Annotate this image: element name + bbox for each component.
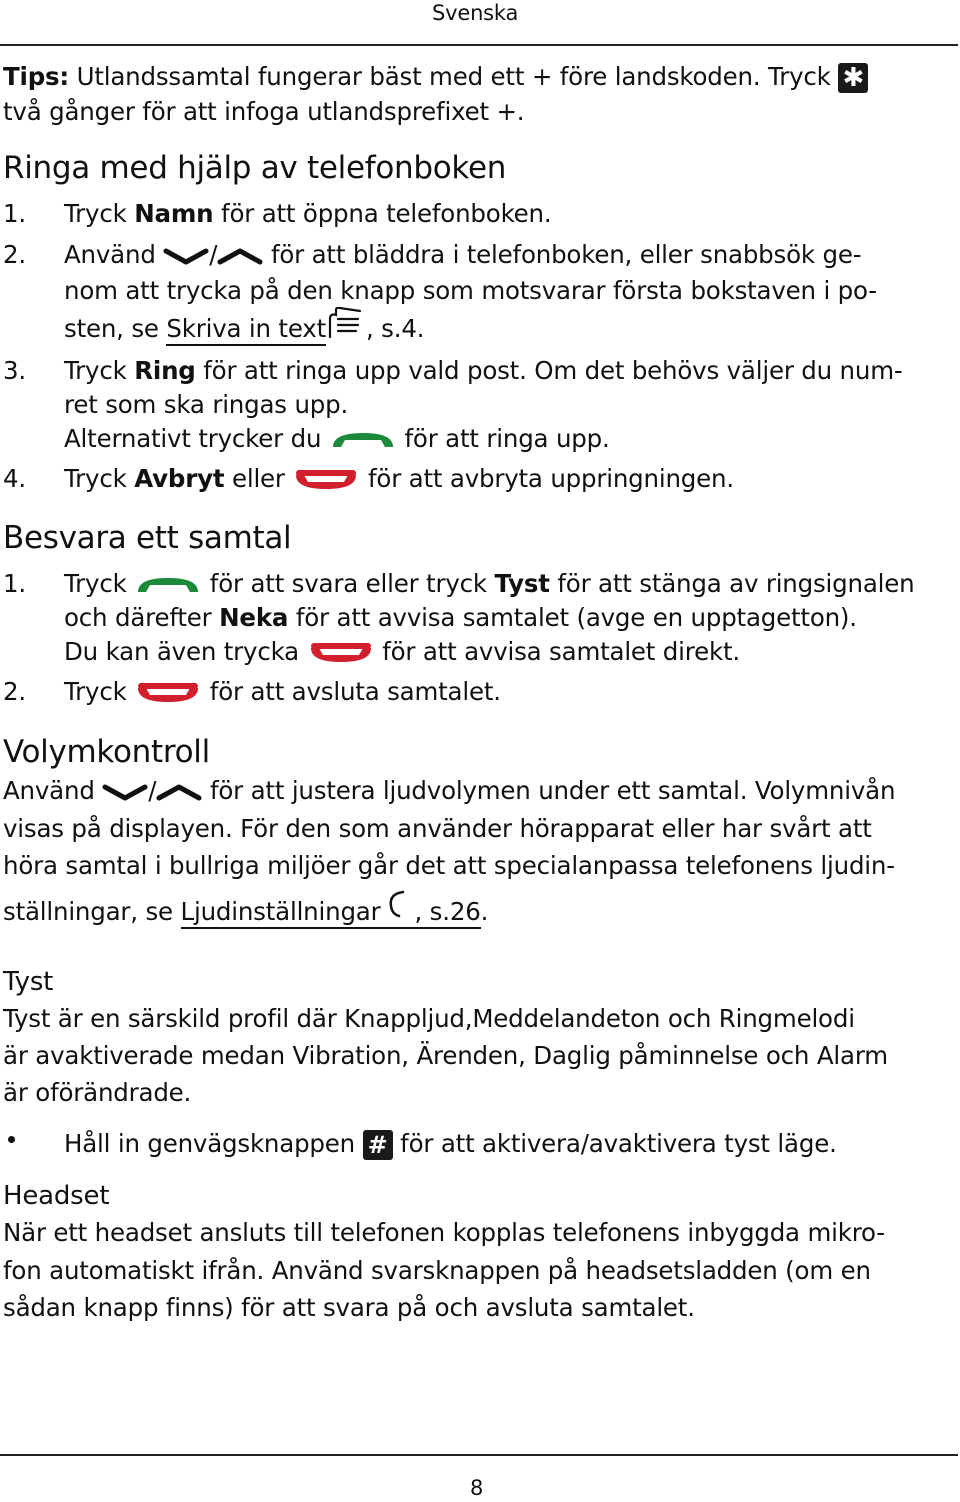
headset-heading: Headset bbox=[3, 1181, 110, 1211]
tips-line-1: Tips: Utlandssamtal fungerar bäst med ett + före landskoden. Tryck ✱ bbox=[3, 63, 868, 93]
headset-line-1: När ett headset ansluts till telefonen kopplas telefonens inbyggda mikro- bbox=[3, 1218, 885, 1247]
star-key-icon: ✱ bbox=[838, 63, 868, 93]
chevron-up-icon bbox=[217, 245, 263, 267]
link-ljudinstallningar[interactable]: Ljudinställningar , s.26 bbox=[181, 897, 481, 929]
answer-step-1-line-2: och därefter Neka för att avvisa samtalet (avge en upptagetton). bbox=[64, 603, 857, 632]
volume-heading: Volymkontroll bbox=[3, 734, 210, 770]
phonebook-step-3-line-2: ret som ska ringas upp. bbox=[64, 390, 349, 419]
silent-line-1: Tyst är en särskild profil där Knappljud,Meddelandeton och Ringmelodi bbox=[3, 1004, 855, 1033]
answer-step-1-line-3: Du kan även trycka för att avvisa samtalet direkt. bbox=[64, 637, 740, 666]
end-call-key-icon bbox=[307, 640, 375, 666]
hand-icon bbox=[326, 307, 366, 339]
sound-icon bbox=[381, 888, 415, 920]
call-key-icon bbox=[329, 427, 397, 453]
header-divider bbox=[0, 44, 958, 46]
chevron-down-icon bbox=[163, 245, 209, 267]
headset-line-3: sådan knapp finns) för att svara på och avsluta samtalet. bbox=[3, 1293, 695, 1322]
phonebook-heading: Ringa med hjälp av telefonboken bbox=[3, 150, 507, 186]
phonebook-step-2-line-2: nom att trycka på den knapp som motsvarar första bokstaven i po- bbox=[64, 276, 877, 305]
volume-line-2: visas på displayen. För den som använder hörapparat eller har svårt att bbox=[3, 814, 872, 843]
phonebook-step-3-line-3: Alternativt trycker du för att ringa upp. bbox=[64, 424, 610, 453]
volume-line-1: Använd / för att justera ljudvolymen under ett samtal. Volymnivån bbox=[3, 776, 896, 805]
tips-line-2: två gånger för att infoga utlandsprefixet +. bbox=[3, 97, 525, 126]
chevron-up-icon bbox=[156, 781, 202, 803]
silent-line-3: är oförändrade. bbox=[3, 1078, 192, 1107]
hash-key-icon: # bbox=[363, 1130, 393, 1160]
chevron-down-icon bbox=[102, 781, 148, 803]
page-number: 8 bbox=[470, 1476, 484, 1500]
tips-label: Tips: bbox=[3, 62, 70, 91]
end-call-key-icon bbox=[134, 680, 202, 706]
volume-line-3: höra samtal i bullriga miljöer går det att specialanpassa telefonens ljudin- bbox=[3, 851, 895, 880]
phonebook-step-2-line-3: sten, se Skriva in text , s.4. bbox=[64, 317, 424, 342]
bullet-dot bbox=[8, 1136, 15, 1143]
answer-heading: Besvara ett samtal bbox=[3, 520, 292, 556]
footer-divider bbox=[0, 1454, 958, 1456]
end-call-key-icon bbox=[292, 467, 360, 493]
silent-line-2: är avaktiverade medan Vibration, Ärenden, Daglig påminnelse och Alarm bbox=[3, 1041, 888, 1070]
headset-line-2: fon automatiskt ifrån. Använd svarsknappen på headsetsladden (om en bbox=[3, 1256, 871, 1285]
volume-line-4: ställningar, se Ljudinställningar , s.26. bbox=[3, 900, 488, 925]
call-key-icon bbox=[134, 572, 202, 598]
silent-heading: Tyst bbox=[3, 967, 54, 997]
link-skriva-in-text[interactable]: Skriva in text bbox=[166, 314, 326, 346]
page-header-language: Svenska bbox=[432, 1, 519, 25]
